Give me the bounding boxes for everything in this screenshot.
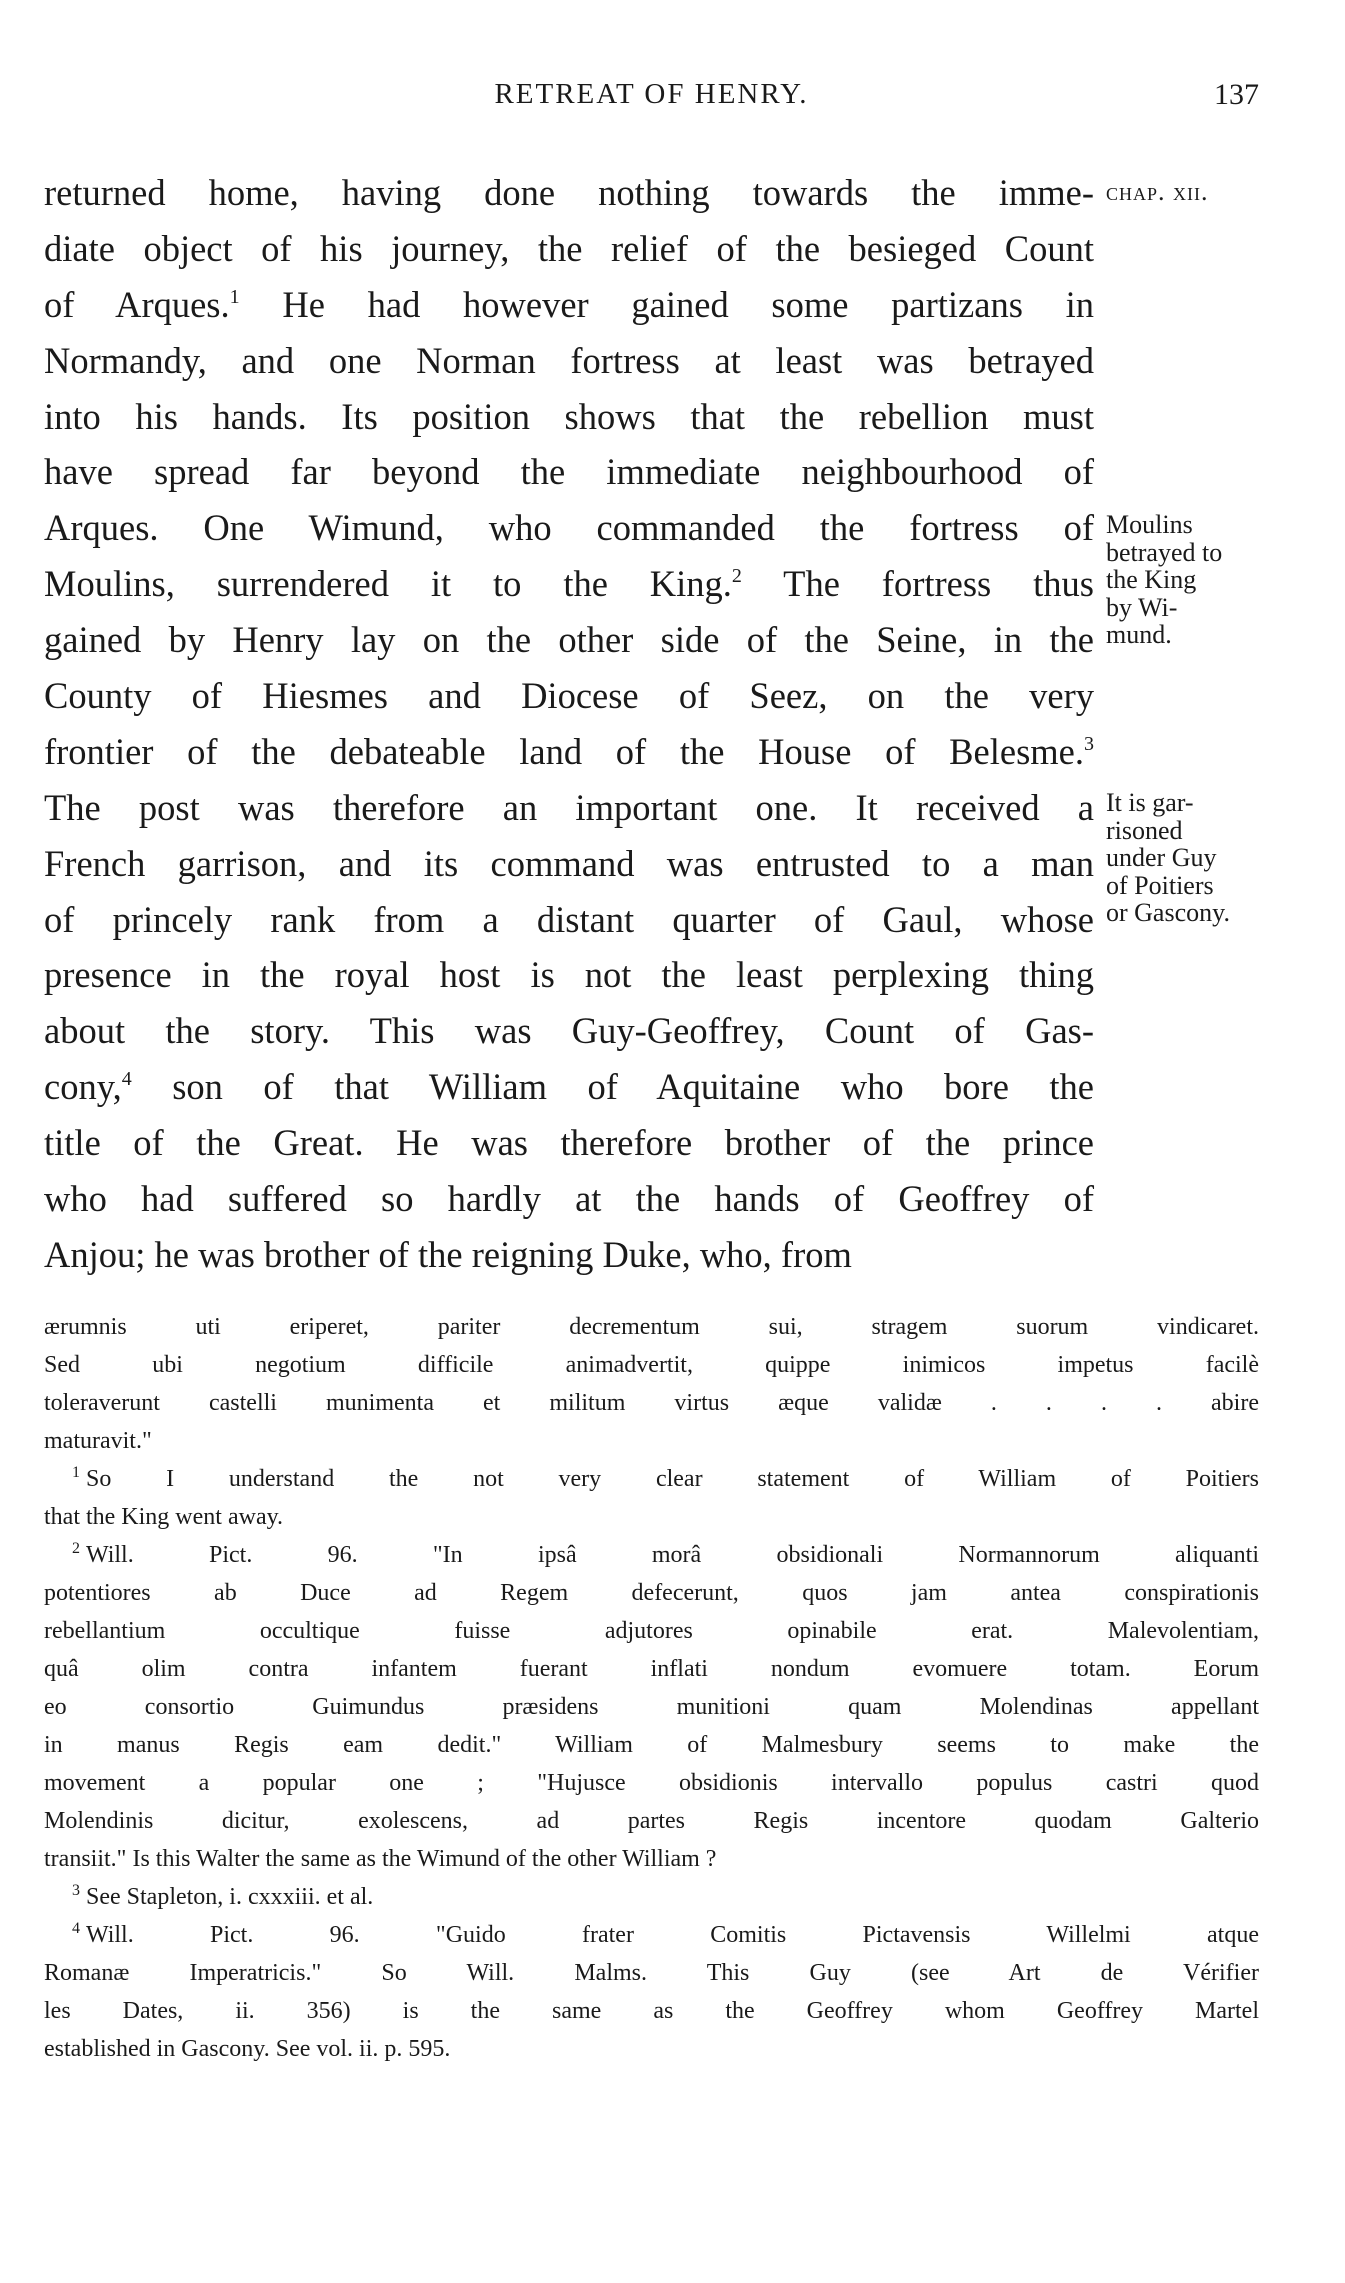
footnote-number: 3 <box>72 1882 80 1899</box>
footnote-line: $^4$ Will. Pict. 96. "Guido frater Comitis Pictavensis Willelmi atque <box>72 1920 1259 1948</box>
page-number: 137 <box>1214 78 1259 111</box>
text-line: of princely rank from a distant quarter of Gaul, whose <box>44 898 1094 940</box>
footnote-line: eo consortio Guimundus præsidens munitioni quam Molendinas appellant <box>44 1694 1259 1720</box>
text-line: returned home, having done nothing towards the imme- <box>44 172 1094 213</box>
footnote-line: les Dates, ii. 356) is the same as the Geoffrey whom Geoffrey Martel <box>44 1998 1259 2024</box>
footnote-line: potentiores ab Duce ad Regem defecerunt, quos jam antea conspirationis <box>44 1580 1259 1606</box>
text-line: Anjou; he was brother of the reigning Duke, who, from <box>44 1233 852 1275</box>
text-line: have spread far beyond the immediate neighbourhood of <box>44 451 1094 493</box>
footnote-line: in manus Regis eam dedit." William of Malmesbury seems to make the <box>44 1732 1259 1758</box>
footnote-line: $^2$ Will. Pict. 96. "In ipsâ morâ obsidionali Normannorum aliquanti <box>72 1540 1259 1568</box>
text-line: diate object of his journey, the relief of the besieged Count <box>44 227 1094 269</box>
footnote-number: 2 <box>72 1540 80 1557</box>
footnote-line: established in Gascony. See vol. ii. p. 595. <box>44 2036 451 2062</box>
footnote-line: that the King went away. <box>44 1504 284 1530</box>
text-line: French garrison, and its command was entrusted to a man <box>44 842 1094 884</box>
footnote-line: $^1$ So I understand the not very clear statement of William of Poitiers <box>72 1464 1259 1492</box>
sidenote-garrison: It is gar- risoned under Guy of Poitiers or Gascony. <box>1106 788 1230 927</box>
footnote-ref: 2 <box>731 565 742 588</box>
footnote-line: quâ olim contra infantem fuerant inflati nondum evomuere totam. Eorum <box>44 1656 1259 1682</box>
main-text <box>44 165 1094 1283</box>
text-line: gained by Henry lay on the other side of the Seine, in the <box>44 619 1094 661</box>
footnote-number: 1 <box>72 1464 80 1481</box>
text-line: frontier of the debateable land of the House of Belesme.$^3$ <box>44 730 1094 772</box>
sidenote-chapter: chap. xii. <box>1106 177 1209 206</box>
sidenote-moulins: Moulins betrayed to the King by Wi- mund. <box>1106 510 1223 649</box>
text-line: into his hands. Its position shows that the rebellion must <box>44 395 1094 437</box>
footnote-line: movement a popular one ; "Hujusce obsidionis intervallo populus castri quod <box>44 1770 1259 1796</box>
footnote-line: Molendinis dicitur, exolescens, ad partes Regis incentore quodam Galterio <box>44 1808 1259 1834</box>
footnote-line: toleraverunt castelli munimenta et militum virtus æque validæ . . . . abire <box>44 1390 1259 1416</box>
text-line: Normandy, and one Norman fortress at least was betrayed <box>44 339 1094 381</box>
footnote-line: transiit." Is this Walter the same as the Wimund of the other William ? <box>44 1846 717 1872</box>
text-line: Arques. One Wimund, who commanded the fortress of <box>44 507 1094 549</box>
text-line: Moulins, surrendered it to the King.$^2$ The fortress thus <box>44 563 1094 605</box>
footnote-line: ærumnis uti eriperet, pariter decrementum sui, stragem suorum vindicaret. <box>44 1314 1259 1340</box>
page-header <box>44 78 1259 122</box>
text-line: cony,$^4$ son of that William of Aquitaine who bore the <box>44 1066 1094 1108</box>
text-line: about the story. This was Guy-Geoffrey, Count of Gas- <box>44 1010 1094 1052</box>
footnote-line: maturavit." <box>44 1428 152 1454</box>
footnote-line: Romanæ Imperatricis." So Will. Malms. This Guy (see Art de Vérifier <box>44 1960 1259 1986</box>
footnote-number: 4 <box>72 1920 80 1937</box>
text-line: presence in the royal host is not the least perplexing thing <box>44 954 1094 996</box>
text-line: The post was therefore an important one. It received a <box>44 786 1094 828</box>
text-line: title of the Great. He was therefore brother of the prince <box>44 1122 1094 1164</box>
footnote-line: rebellantium occultique fuisse adjutores opinabile erat. Malevolentiam, <box>44 1618 1259 1644</box>
footnotes <box>44 1308 1259 2068</box>
running-head: RETREAT OF HENRY. <box>494 78 809 110</box>
text-line: County of Hiesmes and Diocese of Seez, on the very <box>44 675 1094 717</box>
footnote-ref: 3 <box>1084 732 1094 755</box>
text-line: of Arques.$^1$ He had however gained some partizans in <box>44 283 1095 325</box>
footnote-line: Sed ubi negotium difficile animadvertit, quippe inimicos impetus facilè <box>44 1352 1259 1378</box>
footnote-ref: 1 <box>229 285 240 308</box>
footnote-line: $^3$ See Stapleton, i. cxxxiii. et al. <box>72 1882 374 1910</box>
text-line: who had suffered so hardly at the hands of Geoffrey of <box>44 1178 1094 1220</box>
footnote-ref: 4 <box>121 1068 132 1091</box>
